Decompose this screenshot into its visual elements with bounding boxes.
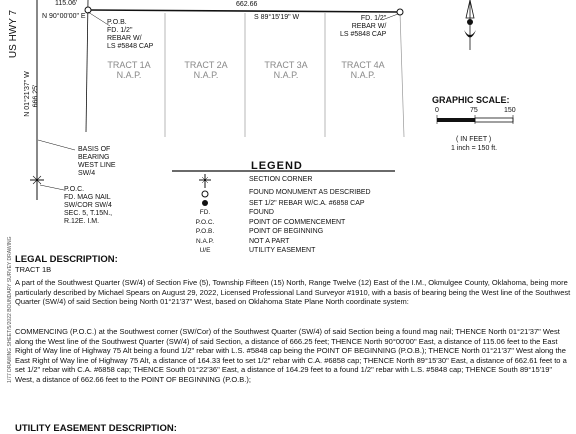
- top-boundary-line: [88, 10, 400, 12]
- pob-label-line: LS #5848 CAP: [107, 43, 154, 50]
- scale-tick-150: 150: [504, 107, 516, 114]
- legend-symbol: P.O.C.: [195, 219, 215, 226]
- tract-label: TRACT 1B: [15, 265, 52, 274]
- top-distance-left: 115.06': [55, 0, 78, 7]
- scale-tick-75: 75: [470, 107, 478, 114]
- top-distance: 662.66: [236, 1, 258, 8]
- legend-symbol: U/E: [199, 247, 211, 254]
- basis-line: BASIS OF: [78, 146, 111, 153]
- poc-line: R.12E. I.M.: [64, 218, 100, 225]
- fd-label-line: REBAR W/: [351, 23, 387, 30]
- poc-line: P.O.C.: [64, 186, 85, 193]
- tract-1a-label: TRACT 1A N.A.P.: [107, 60, 151, 80]
- legend-item: SECTION CORNER: [249, 176, 313, 183]
- scale-unit: ( IN FEET ): [456, 136, 492, 143]
- west-row-line: [86, 0, 88, 132]
- leader-line: [38, 140, 75, 150]
- side-margin-text: 1/77 DRAWING SHEET/5/2022 BOUNDARY SURVEY DRAWING: [7, 236, 13, 383]
- graphic-scale-title: GRAPHIC SCALE:: [432, 95, 510, 105]
- legend-item: SET 1/2" REBAR W/C.A. #6858 CAP: [249, 200, 365, 207]
- legend-item: POINT OF BEGINNING: [249, 228, 324, 235]
- legend-symbol: N.A.P.: [196, 238, 214, 245]
- legend-found-monument-icon: [202, 191, 208, 197]
- section-corner-icon: [30, 172, 44, 190]
- tract-east-line: [400, 12, 404, 137]
- basis-line: BEARING: [78, 154, 110, 161]
- poc-label: [64, 186, 112, 226]
- highway-label: US HWY 7: [8, 9, 20, 59]
- tract-2a-label: TRACT 2A N.A.P.: [184, 60, 228, 80]
- leader-line: [40, 185, 64, 190]
- legend-item: FOUND MONUMENT AS DESCRIBED: [249, 189, 371, 196]
- legend-item: UTILITY EASEMENT: [249, 247, 316, 254]
- pob-label-line: P.O.B.: [107, 19, 127, 26]
- bottom-bearing: S 89°15'19" W: [254, 14, 300, 21]
- basis-line: SW/4: [78, 170, 96, 177]
- poc-line: SW/COR SW/4: [64, 202, 112, 209]
- pob-label-line: REBAR W/: [107, 35, 142, 42]
- basis-of-bearing-label: [78, 146, 116, 178]
- north-arrow-icon: [464, 0, 476, 50]
- legend-symbol: P.O.B.: [195, 228, 215, 235]
- legend-set-rebar-icon: [202, 200, 208, 206]
- legal-description-heading: LEGAL DESCRIPTION:: [15, 254, 118, 265]
- tract-4a-label: TRACT 4A N.A.P.: [341, 60, 385, 80]
- legend-symbol: FD.: [199, 209, 211, 216]
- top-bearing-left: N 90°00'00" E: [42, 13, 86, 20]
- poc-line: FD. MAG NAIL: [64, 194, 111, 201]
- tract-3a-label: TRACT 3A N.A.P.: [264, 60, 308, 80]
- pob-label-line: FD. 1/2": [107, 27, 133, 34]
- utility-easement-heading: UTILITY EASEMENT DESCRIPTION:: [15, 423, 177, 434]
- scale-bar: [437, 115, 513, 124]
- legend-item: NOT A PART: [249, 238, 290, 245]
- fd-right-label: [340, 15, 386, 39]
- basis-line: WEST LINE: [78, 162, 116, 169]
- scale-tick-0: 0: [435, 107, 439, 114]
- legal-paragraph-1: A part of the Southwest Quarter (SW/4) of Section Five (5), Township Fifteen (15) North, Range Twelve (12) East of the I.M., Okmulgee County, Oklahoma, being more particularly described by Michael Spears on August 29, 2022, Licensed Professional Land Surveyor #1910, with a basis of bearing being the West line of the Southwest Quarter (SW/4) of said Section being North 01°21'37" West, based on Oklahoma State Plane North coordinate system:: [15, 278, 571, 306]
- fd-label-line: FD. 1/2": [360, 15, 387, 22]
- legend-title: LEGEND: [251, 160, 303, 172]
- fd-label-line: LS #5848 CAP: [340, 31, 387, 38]
- legal-paragraph-2: COMMENCING (P.O.C.) at the Southwest corner (SW/Cor) of the Southwest Quarter (SW/4) of said Section being a found mag nail; THENCE North 01°21'37" West along the West line of the Southwest Quarter (SW/4) of said Section, a distance of 666.25 feet; THENCE North 90°00'00" East, a distance of 115.06 feet to the East Right of Way line of Highway 75 Alt being a found 1/2" rebar with L.S. #5848 cap being the POINT OF BEGINNING (P.O.B.); THENCE North 01°21'37" West along the East Right of Way line of Highway 75 Alt, a distance of 164.33 feet to set 1/2" rebar with C.A. #6858 cap; THENCE North 89°15'30" East, a distance of 662.61 feet to a set 1/2" rebar with C.A. #6858 cap; THENCE South 01°22'36" East, a distance of 164.29 feet to a found 1/2" rebar with L.S. #5848 cap; THENCE South 89°15'19" West, a distance of 662.66 feet to the POINT OF BEGINNING (P.O.B.);: [15, 327, 567, 384]
- legend-section-corner-icon: [199, 174, 211, 188]
- legend-item: POINT OF COMMENCEMENT: [249, 219, 346, 226]
- legend-item: FOUND: [249, 209, 274, 216]
- poc-line: SEC. 5, T.15N.,: [64, 210, 113, 217]
- west-distance: 666.25': [32, 84, 40, 108]
- west-bearing: N 01°21'37" W: [23, 71, 31, 117]
- scale-ratio: 1 inch = 150 ft.: [451, 145, 498, 152]
- pob-label: [107, 19, 153, 51]
